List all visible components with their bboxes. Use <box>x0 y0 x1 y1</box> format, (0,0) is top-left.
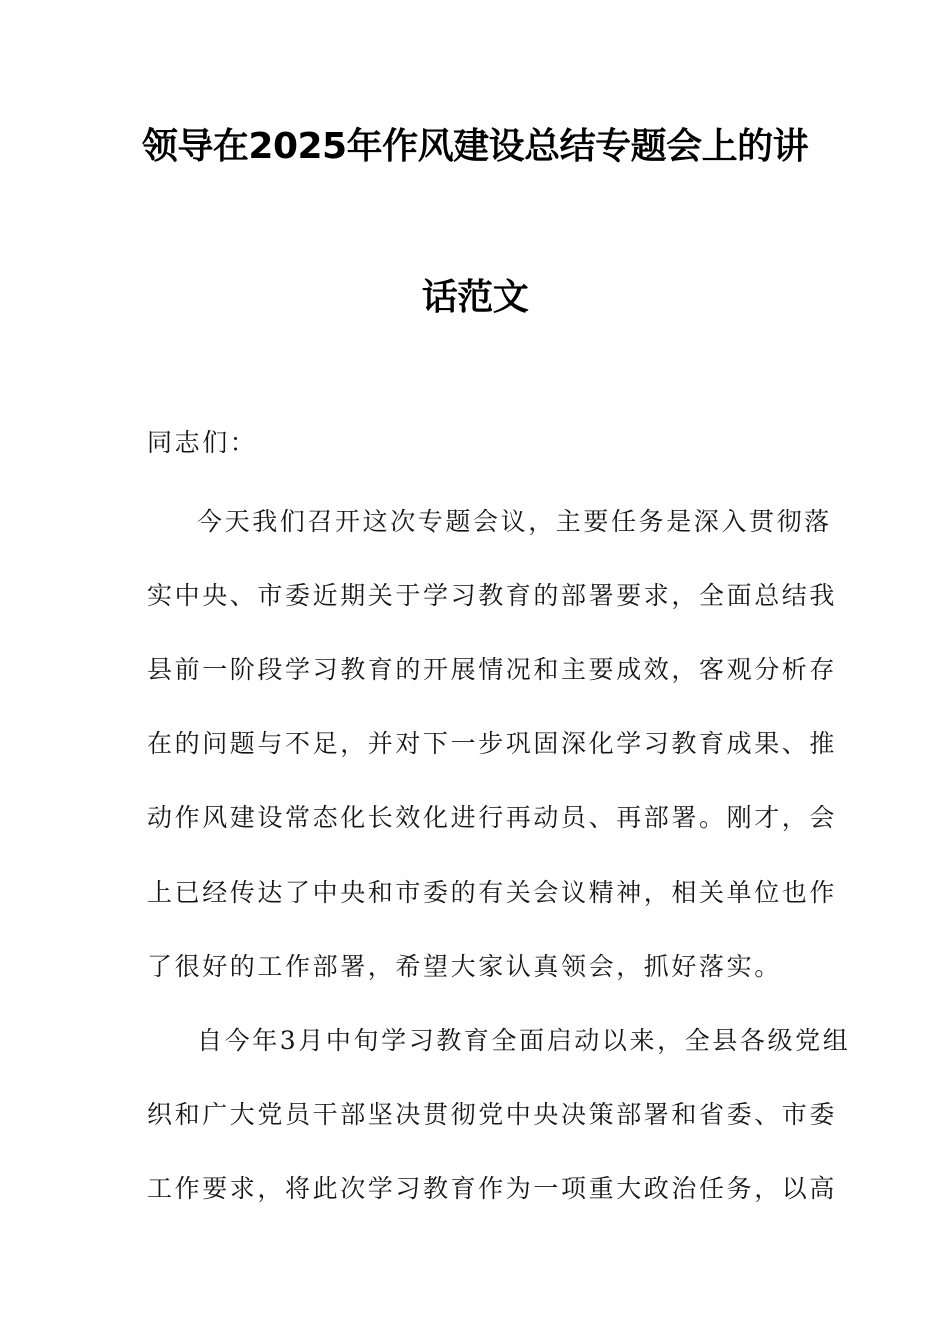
paragraph-2-line-2: 织和广大党员干部坚决贯彻党中央决策部署和省委、市委 <box>147 1100 838 1129</box>
document-title-line-2: 话范文 <box>421 277 529 318</box>
paragraph-1-line-2: 实中央、市委近期关于学习教育的部署要求，全面总结我 <box>147 581 838 610</box>
paragraph-1-line-3: 县前一阶段学习教育的开展情况和主要成效，客观分析存 <box>147 655 838 684</box>
paragraph-1-line-7: 了很好的工作部署，希望大家认真领会，抓好落实。 <box>147 952 782 981</box>
paragraph-2-line-1: 自今年3月中旬学习教育全面启动以来，全县各级党组 <box>197 1026 851 1055</box>
document-title-line-1: 领导在2025年作风建设总结专题会上的讲 <box>141 126 809 167</box>
paragraph-1-line-5: 动作风建设常态化长效化进行再动员、再部署。刚才，会 <box>147 803 838 832</box>
salutation: 同志们： <box>147 428 258 457</box>
paragraph-2-line-3: 工作要求，将此次学习教育作为一项重大政治任务，以高 <box>147 1174 838 1203</box>
paragraph-1-line-6: 上已经传达了中央和市委的有关会议精神，相关单位也作 <box>147 878 838 907</box>
paragraph-1-line-1: 今天我们召开这次专题会议，主要任务是深入贯彻落 <box>197 507 832 536</box>
paragraph-1-line-4: 在的问题与不足，并对下一步巩固深化学习教育成果、推 <box>147 729 838 758</box>
